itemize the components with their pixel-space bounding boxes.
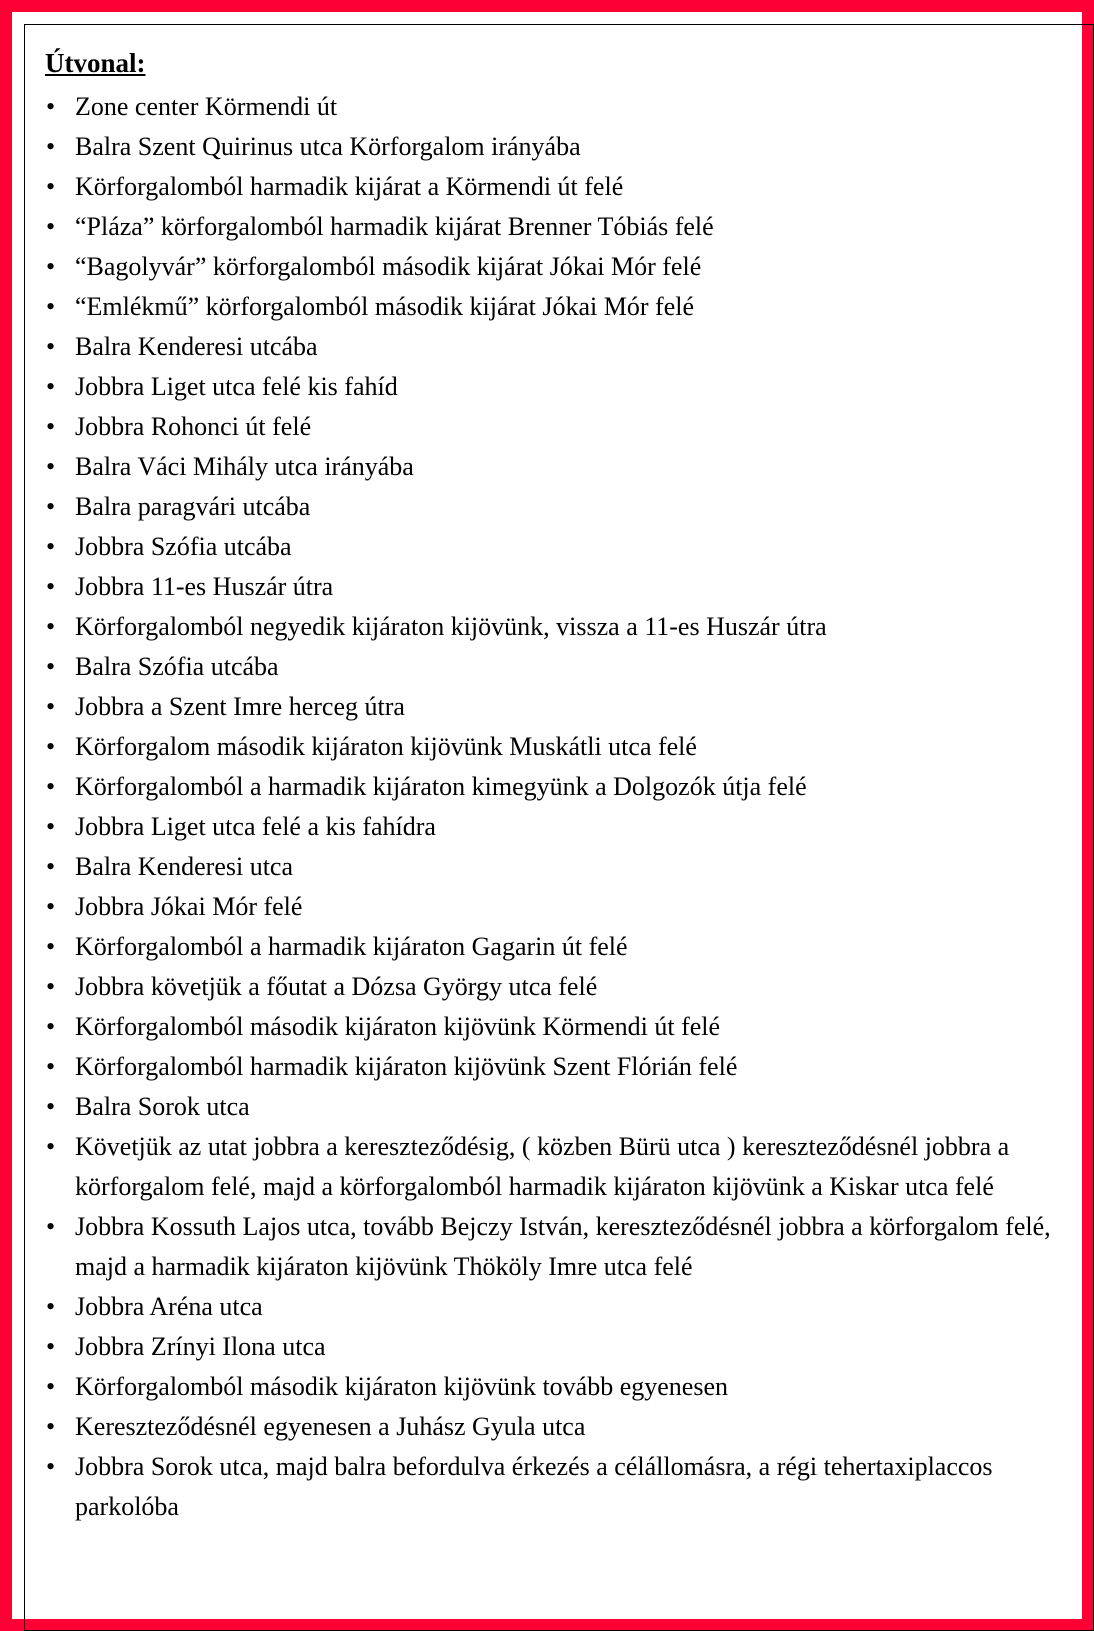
list-item — [45, 1447, 1085, 1527]
bullet-icon — [46, 767, 66, 807]
list-item — [45, 1127, 1085, 1207]
list-item — [45, 127, 1085, 167]
bullet-icon — [46, 1047, 66, 1087]
list-item-text: Jobbra Liget utca felé a kis fahídra — [75, 812, 436, 841]
list-item-text: Jobbra 11-es Huszár útra — [75, 572, 334, 601]
bullet-icon — [46, 927, 66, 967]
list-item — [45, 167, 1085, 207]
bullet-icon — [46, 727, 66, 767]
bullet-icon — [46, 847, 66, 887]
bullet-icon — [46, 567, 66, 607]
list-item — [45, 207, 1085, 247]
list-item-text: Balra Sorok utca — [75, 1092, 250, 1121]
list-item-text: Kereszteződésnél egyenesen a Juhász Gyula utca — [75, 1412, 586, 1441]
list-item — [45, 727, 1085, 767]
bullet-icon — [46, 207, 66, 247]
list-item-text: Jobbra Aréna utca — [75, 1292, 263, 1321]
list-item — [45, 287, 1085, 327]
list-item — [45, 967, 1085, 1007]
list-item-text: Körforgalomból második kijáraton kijövünk tovább egyenesen — [75, 1372, 728, 1401]
bullet-icon — [46, 1087, 66, 1127]
list-item-text: Jobbra a Szent Imre herceg útra — [75, 692, 405, 721]
bullet-icon — [46, 1287, 66, 1327]
list-item — [45, 407, 1085, 447]
bullet-icon — [46, 647, 66, 687]
list-item — [45, 887, 1085, 927]
list-item — [45, 807, 1085, 847]
bullet-icon — [46, 487, 66, 527]
list-item-text: Balra Szent Quirinus utca Körforgalom irányába — [75, 132, 581, 161]
bullet-icon — [46, 1327, 66, 1367]
bullet-icon — [46, 1447, 66, 1487]
bullet-icon — [46, 287, 66, 327]
document-body — [24, 24, 1094, 1631]
list-item-text: Körforgalomból negyedik kijáraton kijövünk, vissza a 11-es Huszár útra — [75, 612, 827, 641]
list-item — [45, 487, 1085, 527]
bullet-icon — [46, 1007, 66, 1047]
list-item-text: Jobbra Szófia utcába — [75, 532, 292, 561]
list-item-text: “Pláza” körforgalomból harmadik kijárat Brenner Tóbiás felé — [75, 212, 714, 241]
list-item-text: Követjük az utat jobbra a kereszteződésig, ( közben Bürü utca ) kereszteződésnél jobbra a körforgalom felé, majd a körforgalomból harmadik kijáraton kijövünk a Kiskar utca felé — [75, 1132, 1010, 1201]
list-item-text: Körforgalomból második kijáraton kijövünk Körmendi út felé — [75, 1012, 721, 1041]
bullet-icon — [46, 247, 66, 287]
list-item-text: Balra Váci Mihály utca irányába — [75, 452, 414, 481]
list-item-text: “Emlékmű” körforgalomból második kijárat Jókai Mór felé — [75, 292, 695, 321]
bullet-icon — [46, 1407, 66, 1447]
bullet-icon — [46, 1367, 66, 1407]
list-item-text: Jobbra Zrínyi Ilona utca — [75, 1332, 326, 1361]
bullet-icon — [46, 607, 66, 647]
list-item-text: Zone center Körmendi út — [75, 92, 338, 121]
list-item — [45, 1207, 1085, 1287]
list-item — [45, 687, 1085, 727]
bullet-icon — [46, 527, 66, 567]
list-item-text: Körforgalom második kijáraton kijövünk Muskátli utca felé — [75, 732, 697, 761]
list-item-text: Balra Kenderesi utcába — [75, 332, 318, 361]
list-item — [45, 567, 1085, 607]
list-item-text: Jobbra követjük a főutat a Dózsa György utca felé — [75, 972, 598, 1001]
list-item — [45, 1287, 1085, 1327]
bullet-icon — [46, 167, 66, 207]
list-item — [45, 607, 1085, 647]
list-item — [45, 847, 1085, 887]
list-item-text: Körforgalomból a harmadik kijáraton kimegyünk a Dolgozók útja felé — [75, 772, 807, 801]
list-item-text: Balra paragvári utcába — [75, 492, 311, 521]
bullet-icon — [46, 327, 66, 367]
list-item-text: Jobbra Rohonci út felé — [75, 412, 312, 441]
list-item — [45, 447, 1085, 487]
list-item — [45, 647, 1085, 687]
list-item-text: Jobbra Jókai Mór felé — [75, 892, 303, 921]
bullet-icon — [46, 687, 66, 727]
list-item-text: Körforgalomból harmadik kijáraton kijövünk Szent Flórián felé — [75, 1052, 738, 1081]
route-heading: Útvonal: — [45, 48, 146, 78]
list-item-text: Balra Kenderesi utca — [75, 852, 294, 881]
list-item — [45, 1007, 1085, 1047]
list-item — [45, 367, 1085, 407]
list-item — [45, 767, 1085, 807]
list-item — [45, 527, 1085, 567]
list-item-text: Körforgalomból harmadik kijárat a Körmendi út felé — [75, 172, 624, 201]
list-item — [45, 87, 1085, 127]
list-item — [45, 247, 1085, 287]
list-item — [45, 1367, 1085, 1407]
bullet-icon — [46, 87, 66, 127]
bullet-icon — [46, 1207, 66, 1247]
list-item-text: “Bagolyvár” körforgalomból második kijárat Jókai Mór felé — [75, 252, 702, 281]
list-item-text: Jobbra Sorok utca, majd balra befordulva érkezés a célállomásra, a régi tehertaxiplaccos parkolóba — [75, 1452, 993, 1521]
list-item-text: Körforgalomból a harmadik kijáraton Gagarin út felé — [75, 932, 628, 961]
bullet-icon — [46, 1127, 66, 1167]
bullet-icon — [46, 967, 66, 1007]
bullet-icon — [46, 127, 66, 167]
route-list — [45, 87, 1093, 1527]
list-item-text: Jobbra Liget utca felé kis fahíd — [75, 372, 398, 401]
list-item — [45, 1327, 1085, 1367]
bullet-icon — [46, 367, 66, 407]
list-item-text: Balra Szófia utcába — [75, 652, 279, 681]
list-item — [45, 927, 1085, 967]
bullet-icon — [46, 407, 66, 447]
list-item — [45, 1087, 1085, 1127]
list-item — [45, 1407, 1085, 1447]
bullet-icon — [46, 447, 66, 487]
list-item — [45, 1047, 1085, 1087]
list-item — [45, 327, 1085, 367]
bullet-icon — [46, 887, 66, 927]
list-item-text: Jobbra Kossuth Lajos utca, tovább Bejczy István, kereszteződésnél jobbra a körforgalom felé, majd a harmadik kijáraton kijövünk Thököly Imre utca felé — [75, 1212, 1051, 1281]
bullet-icon — [46, 807, 66, 847]
